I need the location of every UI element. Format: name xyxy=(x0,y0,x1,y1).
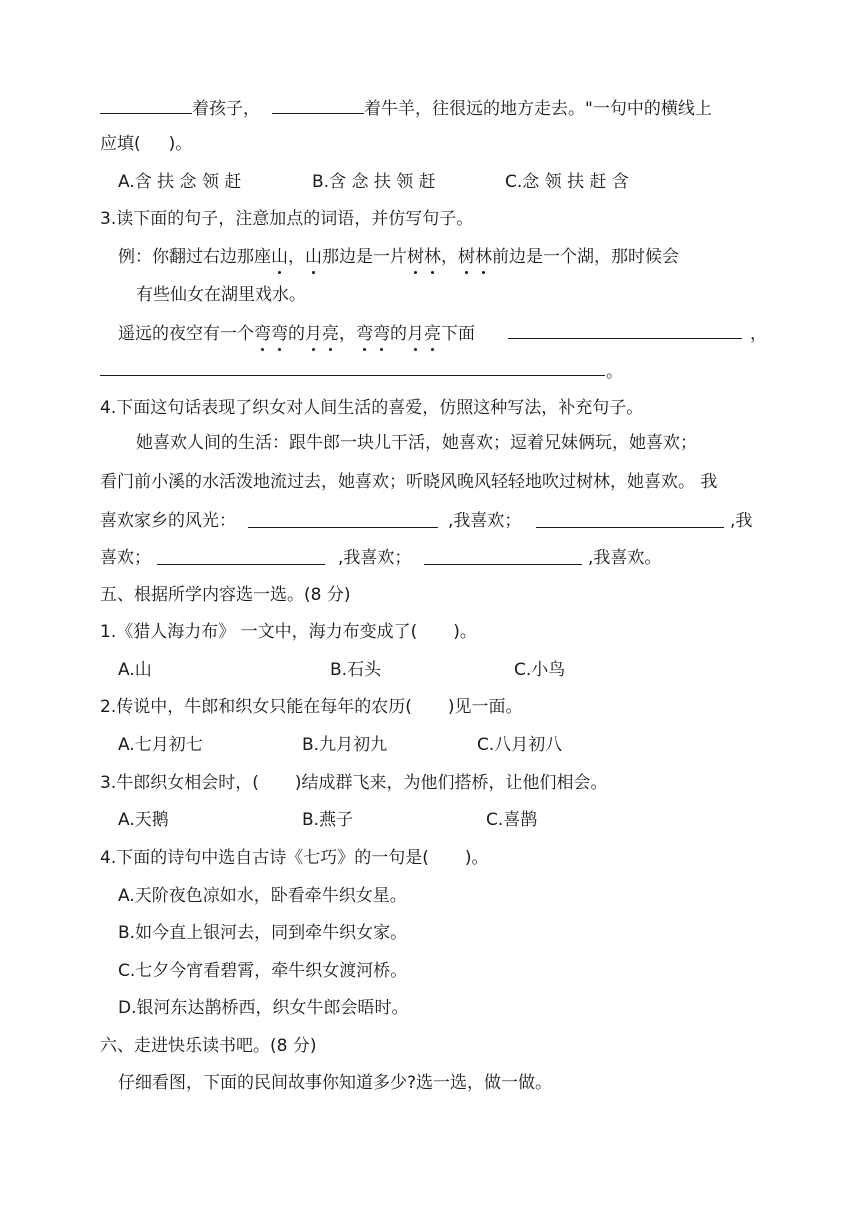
s5-question-3 xyxy=(100,771,608,795)
fill-blank[interactable] xyxy=(100,95,192,114)
question-text: )结成群飞来，为他们搭桥，让他们相会。 xyxy=(294,773,608,793)
dotted-char: 林 xyxy=(475,247,492,267)
dotted-char: 弯 xyxy=(271,324,288,344)
dotted-char: 山 xyxy=(305,247,322,267)
dotted-char: 月 xyxy=(305,324,322,344)
s5-q2-option-c: C.八月初八 xyxy=(477,735,563,755)
q4-fill-text: ,我喜欢； xyxy=(338,548,412,568)
q3-example-line-1 xyxy=(118,245,679,269)
practice-text: 的 xyxy=(390,324,407,344)
q2-option-c: C.念 领 扶 赶 含 xyxy=(505,172,629,192)
question-text: )见一面。 xyxy=(447,697,523,717)
s5-q4-option-d: D.银河东达鹊桥西，织女牛郎会晤时。 xyxy=(118,998,409,1018)
example-text: 例：你翻过右边那座 xyxy=(118,247,271,267)
q2-line-1 xyxy=(100,95,712,119)
dotted-char: 亮 xyxy=(424,324,441,344)
q4-title: 4.下面这句话表现了织女对人间生活的喜爱，仿照这种写法，补充句子。 xyxy=(100,398,644,418)
q2-text-2: 着牛羊，往很远的地方走去。"一句中的横线上 xyxy=(364,99,712,119)
example-text: ， xyxy=(288,247,305,267)
dotted-char: 林 xyxy=(424,247,441,267)
s5-q1-option-c: C.小鸟 xyxy=(514,660,566,680)
q2-option-b: B.含 念 扶 领 赶 xyxy=(312,172,436,192)
answer-line[interactable] xyxy=(157,564,325,565)
q4-paragraph-line-2: 看门前小溪的水活泼地流过去，她喜欢；听晓风晚风轻轻地吹过树林，她喜欢。 我 xyxy=(100,472,718,492)
practice-text: ， xyxy=(339,324,356,344)
s5-q3-option-c: C.喜鹊 xyxy=(486,810,538,830)
q3-practice-line xyxy=(118,322,475,346)
practice-text: 遥远的夜空有一个 xyxy=(118,324,254,344)
s5-q4-option-b: B.如今直上银河去，同到牵牛织女家。 xyxy=(118,923,408,943)
s5-q4-option-c: C.七夕今宵看碧霄，牵牛织女渡河桥。 xyxy=(118,961,408,981)
s5-q1-option-a: A.山 xyxy=(118,660,152,680)
q2-text-1: 着孩子， xyxy=(192,99,260,119)
q4-paragraph-line-3: 喜欢家乡的风光： xyxy=(100,511,236,531)
example-text: 前边是一个湖，那时候会 xyxy=(492,247,679,267)
q3-title: 3.读下面的句子，注意加点的词语，并仿写句子。 xyxy=(100,209,474,229)
q3-example-line-2: 有些仙女在湖里戏水。 xyxy=(136,285,306,305)
question-text: 2.传说中，牛郎和织女只能在每年的农历( xyxy=(100,697,412,717)
s5-question-4 xyxy=(100,846,489,870)
answer-line[interactable] xyxy=(100,375,605,376)
s5-q2-option-b: B.九月初九 xyxy=(302,735,388,755)
s5-q3-option-b: B.燕子 xyxy=(302,810,354,830)
example-text: ， xyxy=(441,247,458,267)
example-text: 那边是一片 xyxy=(322,247,407,267)
q2-text-3: 应填( xyxy=(100,134,141,154)
q4-fill-text: ,我喜欢； xyxy=(448,511,522,531)
q2-text-4: )。 xyxy=(168,134,193,154)
section-5-heading: 五、根据所学内容选一选。(8 分) xyxy=(100,585,351,605)
fill-blank[interactable] xyxy=(272,95,364,114)
dotted-char: 山 xyxy=(271,247,288,267)
q4-paragraph-line-1: 她喜欢人间的生活：跟牛郎一块儿干活，她喜欢；逗着兄妹俩玩，她喜欢； xyxy=(136,433,697,453)
question-text: )。 xyxy=(464,848,489,868)
dotted-char: 树 xyxy=(407,247,424,267)
dotted-char: 月 xyxy=(407,324,424,344)
practice-text: 下面 xyxy=(441,324,475,344)
s5-q1-option-b: B.石头 xyxy=(330,660,382,680)
s5-q4-option-a: A.天阶夜色凉如水，卧看牵牛织女星。 xyxy=(118,886,407,906)
dotted-char: 弯 xyxy=(373,324,390,344)
q4-fill-text: ,我喜欢。 xyxy=(588,548,662,568)
question-text: 4.下面的诗句中选自古诗《七巧》的一句是( xyxy=(100,848,429,868)
dotted-char: 树 xyxy=(458,247,475,267)
question-text: 3.牛郎织女相会时，( xyxy=(100,773,259,793)
q2-line-2 xyxy=(100,132,192,156)
q4-fill-text: ,我 xyxy=(730,511,753,531)
question-text: 1.《猎人海力布》 一文中，海力布变成了( xyxy=(100,622,418,642)
s5-question-2 xyxy=(100,695,523,719)
q2-option-a: A.含 扶 念 领 赶 xyxy=(118,172,242,192)
dotted-char: 亮 xyxy=(322,324,339,344)
answer-line[interactable] xyxy=(536,527,724,528)
dotted-char: 弯 xyxy=(356,324,373,344)
q4-paragraph-line-4: 喜欢； xyxy=(100,548,151,568)
s5-question-1 xyxy=(100,620,477,644)
answer-line[interactable] xyxy=(248,527,438,528)
answer-line[interactable] xyxy=(424,564,582,565)
question-text: )。 xyxy=(453,622,477,642)
q3-comma: ， xyxy=(750,324,767,344)
q3-period: 。 xyxy=(606,362,623,382)
s5-q2-option-a: A.七月初七 xyxy=(118,735,203,755)
s5-q3-option-a: A.天鹅 xyxy=(118,810,169,830)
s6-instruction: 仔细看图，下面的民间故事你知道多少?选一选，做一做。 xyxy=(118,1073,553,1093)
dotted-char: 弯 xyxy=(254,324,271,344)
practice-text: 的 xyxy=(288,324,305,344)
answer-line[interactable] xyxy=(508,338,742,339)
section-6-heading: 六、走进快乐读书吧。(8 分) xyxy=(100,1036,317,1056)
